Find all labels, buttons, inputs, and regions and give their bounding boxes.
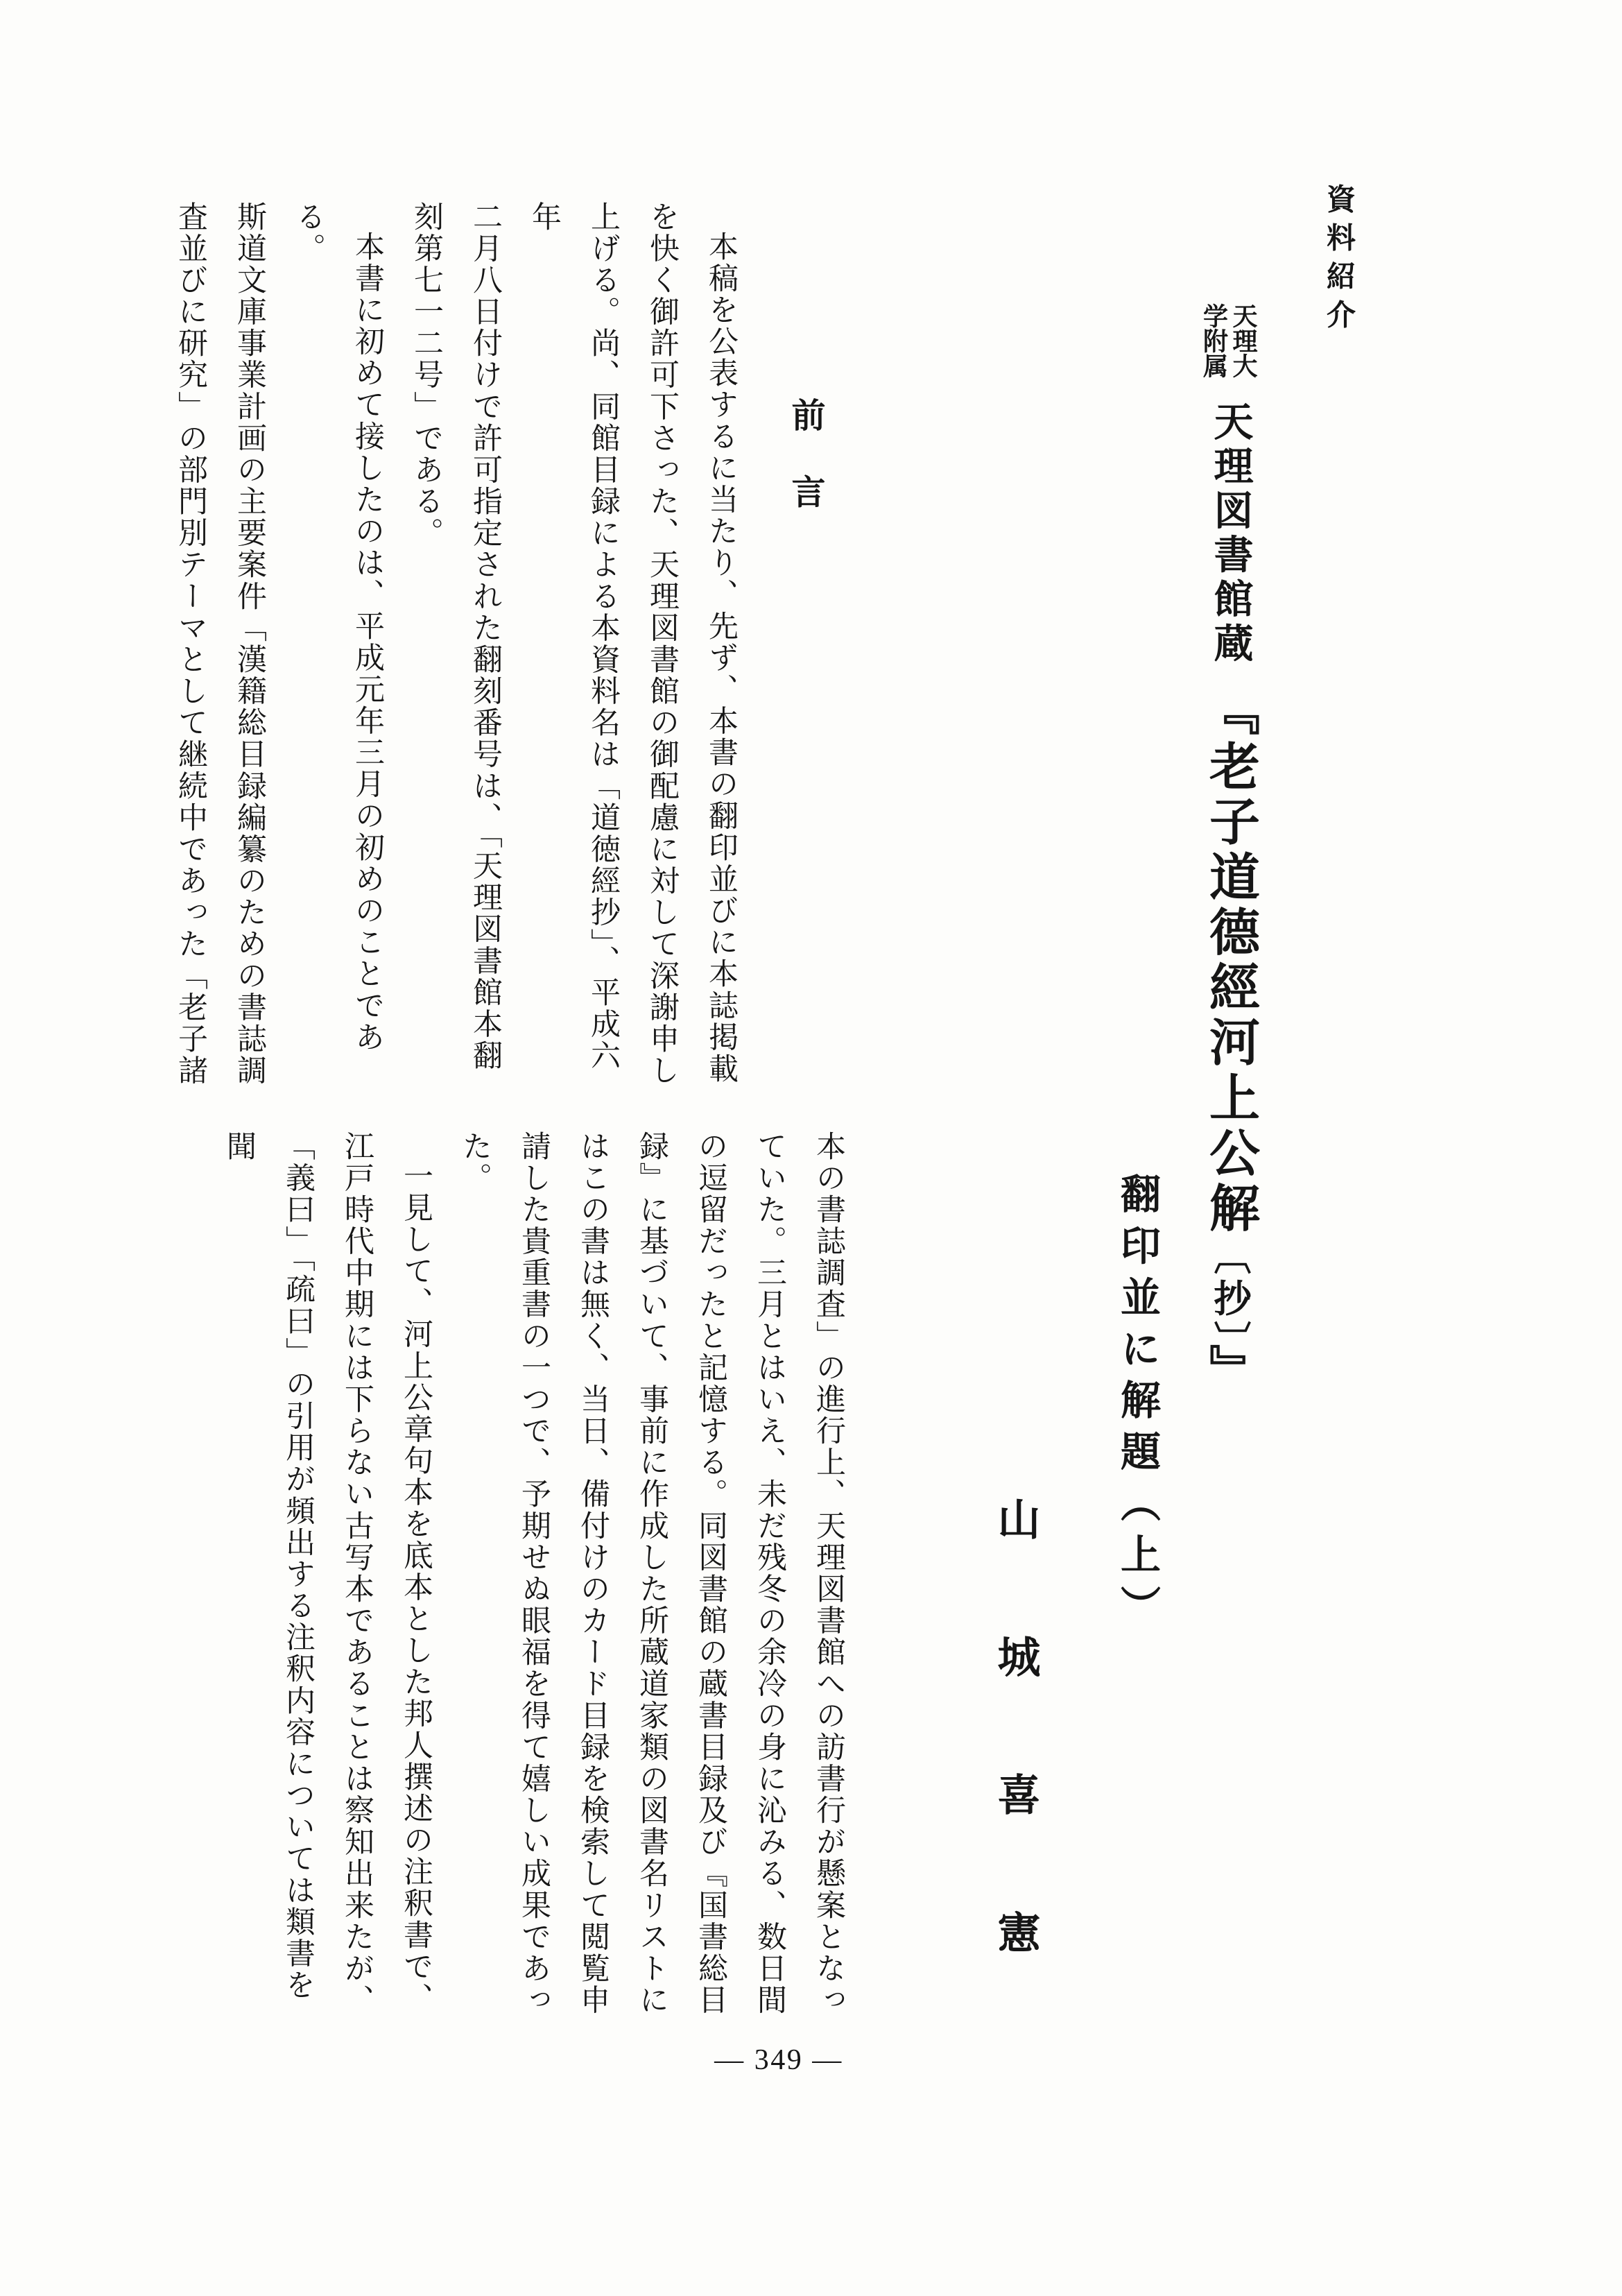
- text-column: 上げる。尚、同館目録による本資料名は「道徳經抄」、平成六年: [528, 201, 619, 1072]
- text-column: の逗留だったと記憶する。同図書館の蔵書目録及び『国書総目: [694, 1131, 727, 2016]
- text-column: 「義曰」「疏曰」の引用が頻出する注釈内容については類書を聞: [223, 1131, 314, 2001]
- text-column: ていた。三月とはいえ、未だ残冬の余冷の身に沁みる、数日間: [753, 1131, 786, 2016]
- text-column: を快く御許可下さった、天理図書館の御配慮に対して深謝申し: [646, 201, 678, 1087]
- library-name: 天理図書館蔵: [1208, 401, 1252, 667]
- work-title: 老子道德經河上公解: [1202, 739, 1258, 1237]
- text-column: 本書に初めて接したのは、平成元年三月の初めのことである。: [292, 201, 383, 1054]
- foreword-upper-block: [174, 201, 836, 1099]
- affiliation-line-2: 学附属: [1200, 303, 1228, 378]
- section-heading: 前言: [787, 397, 825, 551]
- text-column: 斯道文庫事業計画の主要案件「漢籍総目録編纂のための書誌調: [233, 201, 266, 1087]
- text-column: 二月八日付けで許可指定された翻刻番号は、「天理図書館本翻: [469, 201, 501, 1072]
- text-column: はこの書は無く、当日、備付けのカード目録を検索して閲覧申: [576, 1131, 609, 2016]
- author-name: 山城喜憲: [991, 1497, 1038, 2048]
- text-column: 一見して、河上公章句本を底本とした邦人撰述の注釈書で、: [399, 1160, 432, 2014]
- category-header: 資料紹介: [1322, 184, 1354, 338]
- text-column: た。: [458, 1131, 491, 1194]
- affiliation-line-1: 天理大: [1229, 303, 1257, 378]
- foreword-lower-block: [223, 1131, 858, 2029]
- affiliation-label: [1199, 303, 1258, 378]
- title-open-quote: 『: [1202, 685, 1258, 740]
- text-column: 本稿を公表するに当たり、先ず、本書の翻印並びに本誌掲載: [705, 231, 737, 1085]
- work-annotation: 〔抄〕: [1209, 1236, 1250, 1344]
- page-number: — 349 —: [714, 2044, 843, 2076]
- text-column: 本の書誌調査」の進行上、天理図書館への訪書行が懸案となっ: [812, 1131, 845, 2016]
- title-close-quote: 』: [1202, 1344, 1258, 1400]
- text-column: 査並びに研究」の部門別テーマとして継続中であった「老子諸: [174, 201, 207, 1087]
- main-title: [1201, 401, 1258, 1399]
- text-column: 刻第七一二号」である。: [410, 201, 442, 549]
- text-column: 江戸時代中期には下らない古写本であることは察知出来たが、: [340, 1131, 373, 2016]
- text-column: 請した貴重書の一つで、予期せぬ眼福を得て嬉しい成果であっ: [517, 1131, 550, 2016]
- text-column: 録』に基づいて、事前に作成した所蔵道家類の図書名リストに: [635, 1131, 668, 2016]
- subtitle: 翻印並に解題（上）: [1114, 1173, 1159, 1637]
